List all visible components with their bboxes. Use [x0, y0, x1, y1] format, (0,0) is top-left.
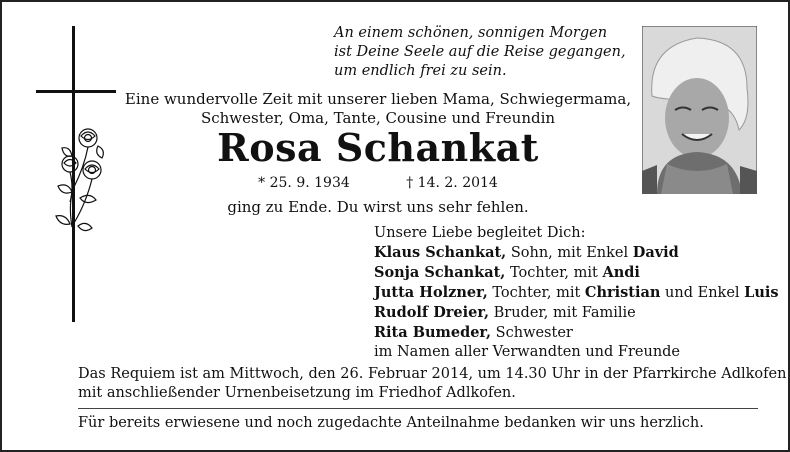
portrait-photo: [642, 26, 757, 194]
list-item: [374, 243, 784, 263]
intro-line: Eine wundervolle Zeit mit unserer lieben Mama, Schwiegermama,: [124, 90, 632, 108]
cross-with-roses-icon: [32, 26, 122, 326]
mourner-name: David: [632, 244, 679, 261]
quote-block: [334, 24, 634, 81]
mourner-relation: Tochter, mit: [505, 265, 603, 281]
mourner-relation: Schwester: [491, 325, 573, 341]
divider: [78, 408, 758, 409]
mourner-relation: Bruder, mit Familie: [489, 305, 636, 321]
list-item: [374, 323, 784, 343]
quote-line: um endlich frei zu sein.: [334, 63, 507, 79]
requiem-line: Das Requiem ist am Mittwoch, den 26. Februar 2014, um 14.30 Uhr in der Pfarrkirche Adlkofen: [78, 366, 787, 382]
mourners-footer: im Namen aller Verwandten und Freunde: [374, 344, 681, 360]
birth-date: * 25. 9. 1934: [258, 175, 350, 191]
mourner-name: Christian: [584, 284, 661, 301]
mourner-name: Jutta Holzner,: [374, 284, 488, 301]
list-item: [374, 263, 784, 283]
mourner-relation: Sohn, mit Enkel: [506, 245, 633, 261]
mourner-relation: und Enkel: [660, 285, 745, 301]
life-dates: [122, 174, 634, 192]
list-item: [374, 303, 784, 323]
intro-text: [122, 90, 634, 128]
mourner-name: Rita Bumeder,: [374, 324, 492, 341]
death-date: † 14. 2. 2014: [406, 175, 498, 191]
quote-line: An einem schönen, sonnigen Morgen: [334, 25, 608, 41]
deceased-name: Rosa Schankat: [217, 125, 539, 170]
mourner-name: Andi: [602, 264, 640, 281]
mourner-name: Luis: [744, 284, 779, 301]
closing-line: ging zu Ende. Du wirst uns sehr fehlen.: [227, 198, 529, 216]
quote-line: ist Deine Seele auf die Reise gegangen,: [334, 44, 626, 60]
mourner-name: Rudolf Dreier,: [374, 304, 490, 321]
mourners-heading: Unsere Liebe begleitet Dich:: [374, 225, 586, 241]
requiem-line: mit anschließender Urnenbeisetzung im Friedhof Adlkofen.: [78, 385, 516, 401]
mourners-list: [374, 224, 784, 362]
thanks-line: Für bereits erwiesene und noch zugedachte Anteilnahme bedanken wir uns herzlich.: [78, 415, 704, 431]
mourner-relation: Tochter, mit: [487, 285, 585, 301]
requiem-info: [78, 365, 787, 403]
mourner-name: Klaus Schankat,: [374, 244, 507, 261]
intro-line: Schwester, Oma, Tante, Cousine und Freundin: [200, 109, 556, 127]
mourner-name: Sonja Schankat,: [374, 264, 506, 281]
list-item: [374, 283, 784, 303]
